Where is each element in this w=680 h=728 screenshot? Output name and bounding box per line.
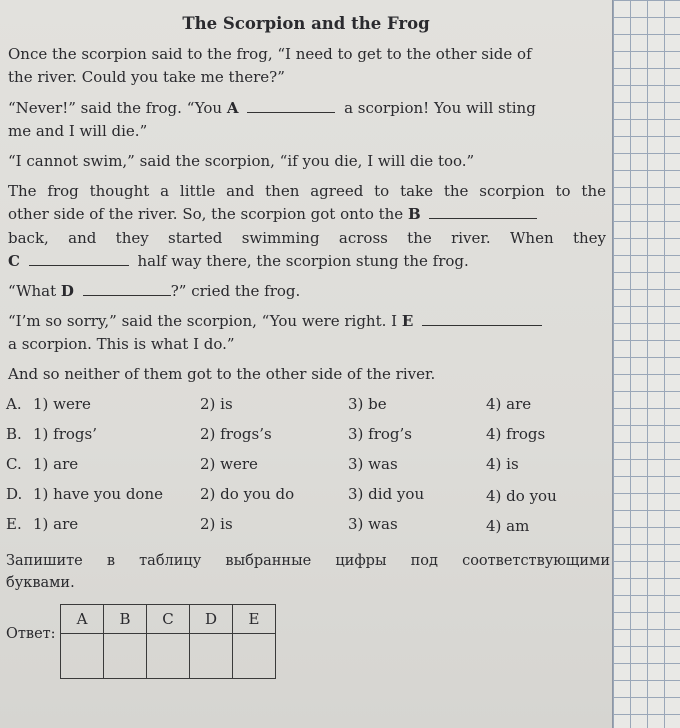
answer-header-d: D	[190, 605, 233, 634]
answer-table	[60, 604, 276, 679]
answer-header-a: A	[61, 605, 104, 634]
option-choice[interactable]: 2) were	[200, 455, 258, 473]
story-line: me and I will die.”	[8, 122, 148, 140]
story-line: back, and they started swimming across the river. When they	[8, 229, 606, 247]
answer-header-e: E	[233, 605, 276, 634]
option-choice[interactable]: 2) is	[200, 395, 233, 413]
gap-blank-b[interactable]	[429, 204, 537, 219]
gap-label-d: D	[60, 282, 74, 300]
gap-label-e: E	[401, 312, 414, 330]
option-choice[interactable]: 4) do you	[486, 487, 557, 505]
story-text: a scorpion! You will sting	[344, 99, 536, 117]
story-text: “I’m so sorry,” said the scorpion, “You were right. I	[8, 312, 398, 330]
story-line: a scorpion. This is what I do.”	[8, 335, 235, 353]
option-letter: A.	[6, 395, 22, 413]
gap-label-c: C	[8, 252, 20, 270]
story-line	[8, 281, 606, 301]
option-choice[interactable]: 3) did you	[348, 485, 425, 503]
story-line: The frog thought a little and then agreed to take the scorpion to the	[8, 182, 606, 200]
option-choice[interactable]: 4) frogs	[486, 425, 546, 443]
option-choice[interactable]: 2) is	[200, 515, 233, 533]
story-text: half way there, the scorpion stung the frog.	[137, 252, 469, 270]
story-text: other side of the river. So, the scorpion got onto the	[8, 205, 404, 223]
option-choice[interactable]: 3) was	[348, 455, 398, 473]
option-choice[interactable]: 2) frogs’s	[200, 425, 272, 443]
option-choice[interactable]: 3) be	[348, 395, 387, 413]
option-choice[interactable]: 3) frog’s	[348, 425, 412, 443]
answer-cell-a[interactable]	[61, 634, 104, 679]
option-choice[interactable]: 1) were	[33, 395, 91, 413]
story-title: The Scorpion and the Frog	[182, 14, 430, 33]
gap-label-a: A	[226, 99, 239, 117]
story-line	[8, 98, 606, 118]
gap-blank-d[interactable]	[83, 281, 171, 296]
story-line: the river. Could you take me there?”	[8, 68, 285, 86]
option-choice[interactable]: 1) are	[33, 515, 79, 533]
gap-label-b: B	[407, 205, 421, 223]
option-letter: B.	[6, 425, 22, 443]
option-letter: E.	[6, 515, 22, 533]
option-choice[interactable]: 1) are	[33, 455, 79, 473]
option-letter: C.	[6, 455, 22, 473]
option-letter: D.	[6, 485, 23, 503]
gap-blank-e[interactable]	[422, 311, 542, 326]
answer-header-b: B	[104, 605, 147, 634]
grid-paper-margin	[612, 0, 680, 728]
answer-header-c: C	[147, 605, 190, 634]
story-line: And so neither of them got to the other side of the river.	[8, 365, 436, 383]
option-choice[interactable]: 2) do you do	[200, 485, 295, 503]
option-choice[interactable]: 3) was	[348, 515, 398, 533]
story-text: “Never!” said the frog. “You	[8, 99, 223, 117]
story-text: ?” cried the frog.	[170, 282, 301, 300]
option-choice[interactable]: 1) frogs’	[33, 425, 97, 443]
answer-label: Ответ:	[6, 626, 56, 642]
option-choice[interactable]: 4) is	[486, 455, 519, 473]
answer-cell-c[interactable]	[147, 634, 190, 679]
answer-cell-d[interactable]	[190, 634, 233, 679]
story-line: “I cannot swim,” said the scorpion, “if you die, I will die too.”	[8, 152, 475, 170]
answer-cell-e[interactable]	[233, 634, 276, 679]
story-text: “What	[8, 282, 57, 300]
gap-blank-a[interactable]	[247, 98, 335, 113]
story-line: Once the scorpion said to the frog, “I need to get to the other side of	[8, 45, 532, 63]
instruction-text: Запишите в таблицу выбранные цифры под соответствующими	[6, 553, 610, 569]
gap-blank-c[interactable]	[29, 251, 129, 266]
story-line	[8, 251, 606, 271]
instruction-text: буквами.	[6, 575, 75, 591]
option-choice[interactable]: 4) are	[486, 395, 532, 413]
option-choice[interactable]: 1) have you done	[33, 485, 163, 503]
answer-cell-b[interactable]	[104, 634, 147, 679]
story-line	[8, 204, 606, 224]
story-line	[8, 311, 606, 331]
option-choice[interactable]: 4) am	[486, 517, 530, 535]
